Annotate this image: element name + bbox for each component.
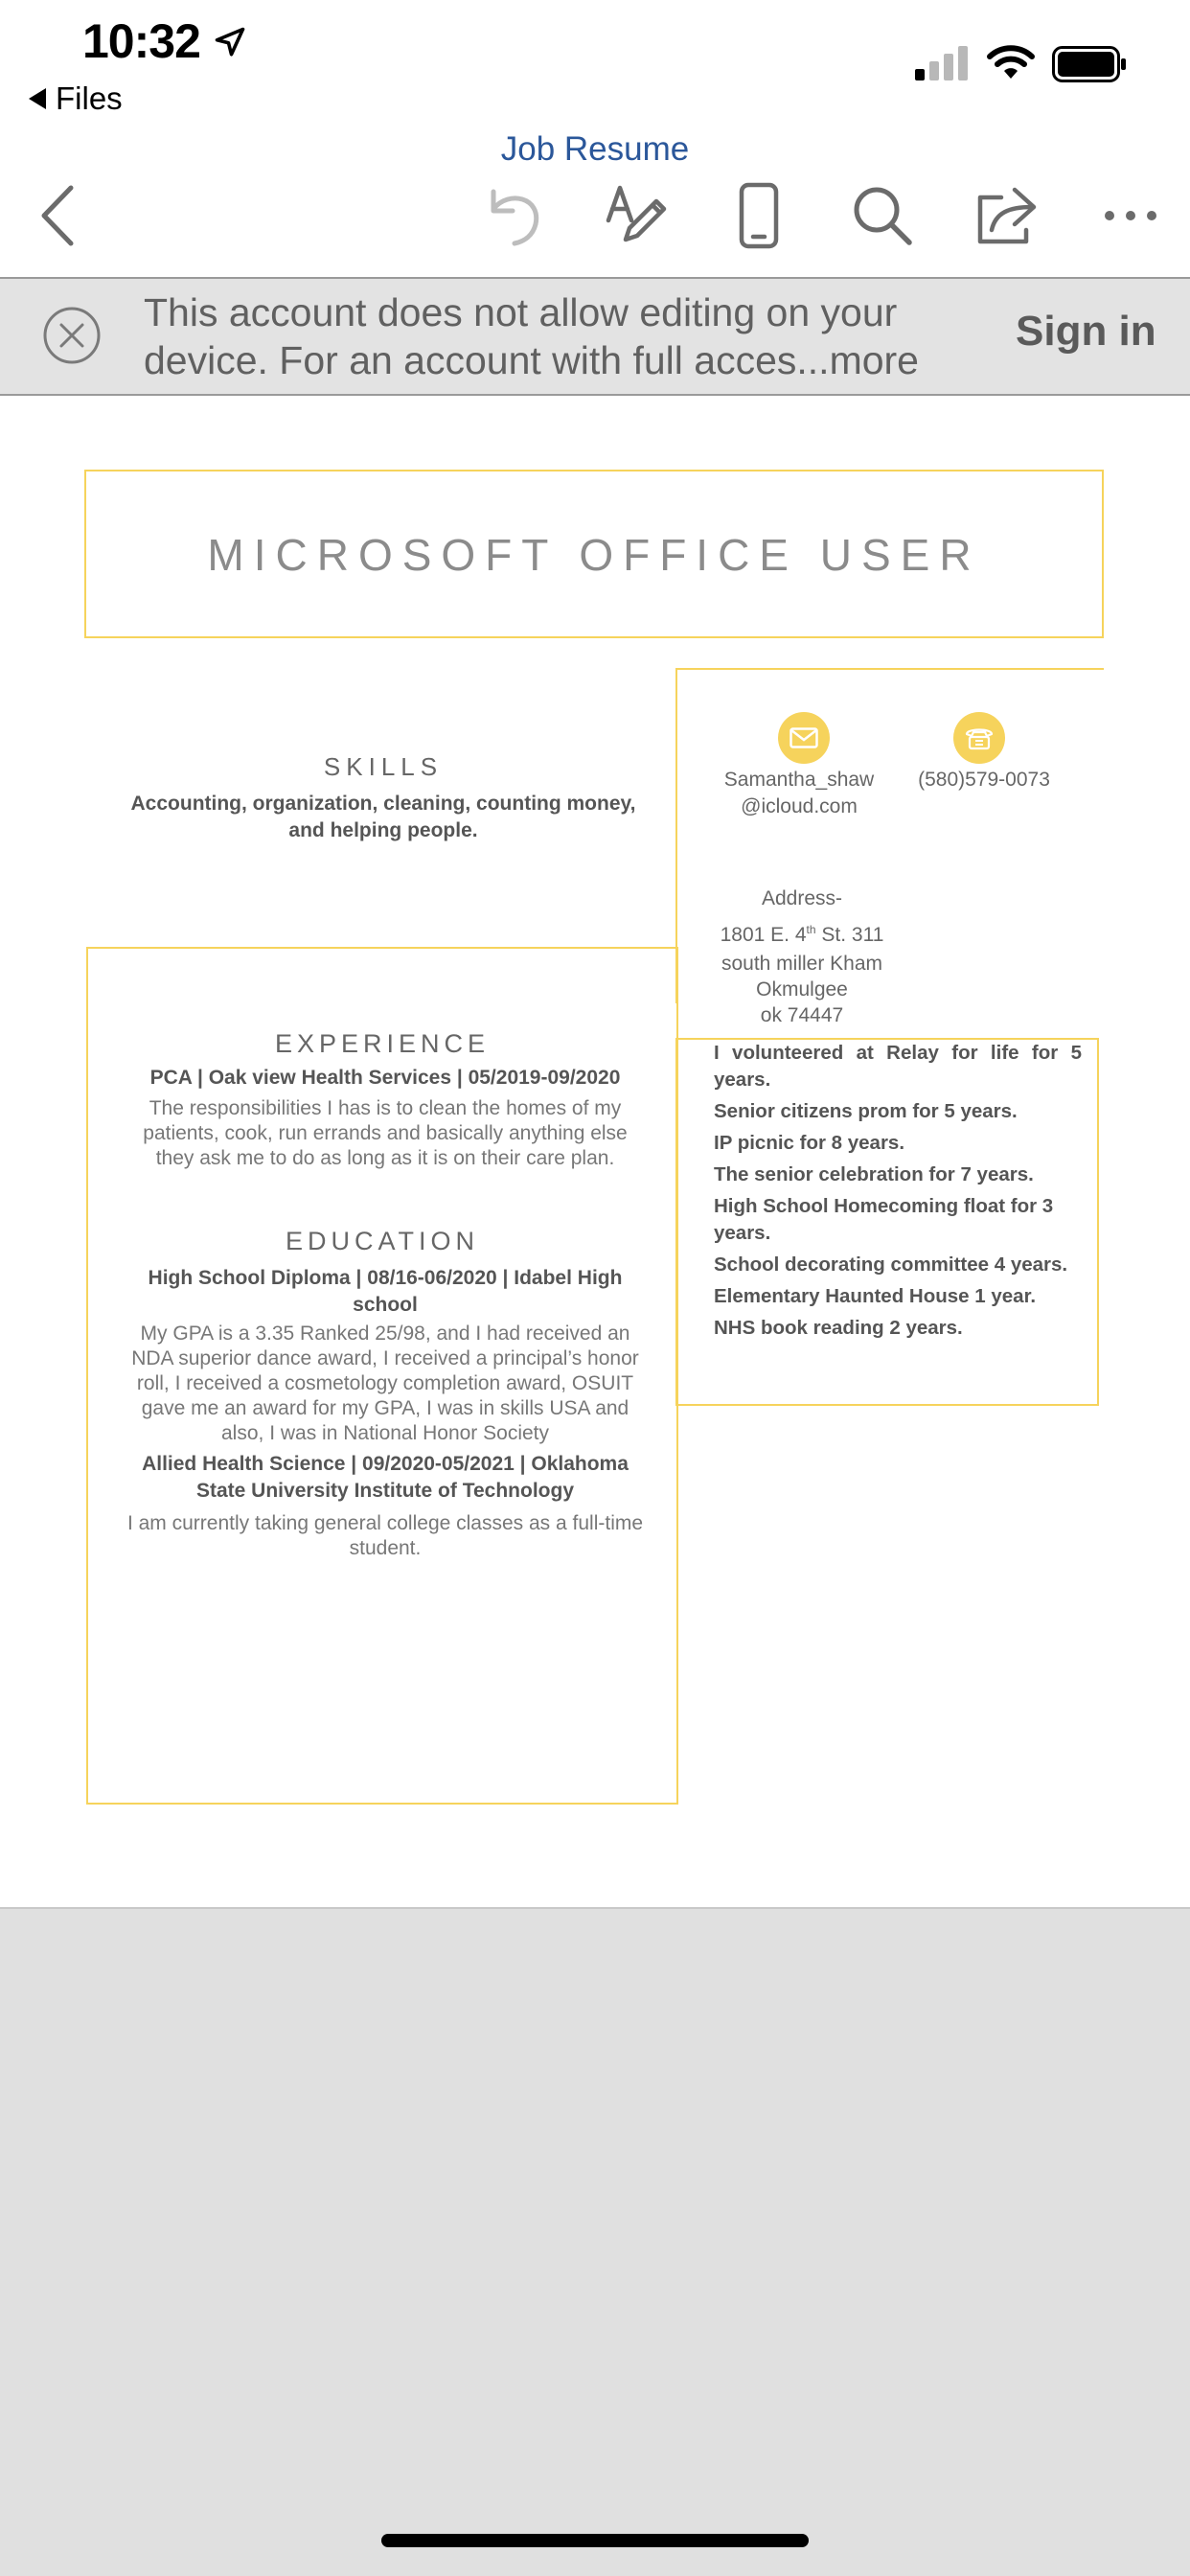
resume-name: MICROSOFT OFFICE USER: [207, 530, 981, 580]
contact-box: [675, 668, 1104, 1026]
experience-job-title: PCA | Oak view Health Services | 05/2019-09/2020: [149, 1067, 621, 1089]
battery-icon: [1052, 46, 1129, 82]
education-heading: EDUCATION: [285, 1227, 479, 1255]
email-line-2: @icloud.com: [741, 795, 858, 817]
address-line-4: ok 74447: [760, 1004, 844, 1026]
undo-button[interactable]: [475, 177, 552, 254]
email-line-1: Samantha_shaw: [723, 769, 875, 791]
wifi-icon: [987, 44, 1035, 80]
email-icon: [778, 712, 830, 764]
home-indicator[interactable]: [381, 2534, 809, 2547]
address-line-1: 1801 E. 4th St. 311: [720, 923, 884, 946]
education-entry-2-text: I am currently taking general college classes as a full-time student.: [126, 1512, 644, 1559]
banner-line-1: This account does not allow editing on your: [144, 290, 898, 334]
sign-in-button[interactable]: Sign in: [1016, 308, 1156, 355]
more-button[interactable]: [1092, 177, 1169, 254]
back-to-files-button[interactable]: [29, 80, 123, 117]
document-title: Job Resume: [500, 130, 690, 168]
phone-icon: [953, 712, 1005, 764]
draw-icon: [603, 182, 670, 249]
search-button[interactable]: [844, 177, 921, 254]
more-icon: [1102, 206, 1159, 225]
edit-restriction-banner: [0, 277, 1190, 396]
status-time: 10:32: [82, 14, 200, 68]
volunteer-item: High School Homecoming float for 3 years.: [714, 1195, 1054, 1244]
volunteer-item: NHS book reading 2 years.: [714, 1317, 963, 1339]
dismiss-banner-icon[interactable]: [42, 306, 102, 365]
share-button[interactable]: [968, 177, 1044, 254]
volunteer-item: I volunteered at Relay for life for 5 years.: [714, 1042, 1082, 1091]
back-chevron-icon: [31, 182, 88, 249]
banner-line-2: device. For an account with full acces...: [144, 338, 830, 382]
education-entry-2-title: Allied Health Science | 09/2020-05/2021 | Oklahoma State University Institute of Technology: [142, 1453, 629, 1502]
mobile-view-button[interactable]: [721, 177, 797, 254]
email-text: [708, 767, 890, 820]
volunteer-item: The senior celebration for 7 years.: [714, 1163, 1034, 1185]
cellular-signal-icon: [915, 46, 969, 80]
back-triangle-icon: [29, 88, 46, 109]
volunteer-list: [714, 1040, 1082, 1346]
experience-description: The responsibilities I has is to clean the homes of my patients, cook, run errands and basically anything else they ask me to do as long as it is on their care plan.: [143, 1097, 628, 1169]
share-icon: [973, 184, 1040, 247]
location-arrow-icon: [213, 25, 247, 59]
volunteer-item: School decorating committee 4 years.: [714, 1254, 1068, 1276]
canvas-background: [0, 1909, 1190, 2576]
volunteer-item: Senior citizens prom for 5 years.: [714, 1100, 1018, 1122]
education-entry-1-text: My GPA is a 3.35 Ranked 25/98, and I had received an NDA superior dance award, I received a principal’s honor roll, I received a cosmetology completion award, OSUIT gave me an award for my GPA, I was in skills USA and also, I was in National Honor Society: [131, 1322, 639, 1444]
skills-heading: SKILLS: [323, 752, 444, 781]
experience-heading: EXPERIENCE: [274, 1029, 491, 1058]
name-header-box: [84, 470, 1104, 638]
back-app-label: Files: [56, 80, 123, 116]
address-line-3: Okmulgee: [756, 978, 848, 1000]
phone-text: (580)579-0073: [918, 769, 1050, 791]
address-label: Address-: [761, 887, 843, 909]
address-block: [697, 884, 907, 1028]
search-icon: [851, 184, 914, 247]
skills-text: Accounting, organization, cleaning, counting money, and helping people.: [130, 793, 636, 841]
experience-education-box: [86, 947, 678, 1805]
back-button[interactable]: [21, 177, 98, 254]
volunteer-box: [675, 1038, 1099, 1406]
banner-message: [144, 288, 919, 384]
volunteer-item: Elementary Haunted House 1 year.: [714, 1285, 1037, 1307]
education-entry-1-title: High School Diploma | 08/16-06/2020 | Idabel High school: [148, 1267, 623, 1316]
undo-icon: [480, 182, 547, 249]
address-line-2: south miller Kham: [721, 953, 883, 975]
mobile-view-icon: [735, 181, 783, 250]
volunteer-item: IP picnic for 8 years.: [714, 1132, 905, 1154]
draw-button[interactable]: [598, 177, 675, 254]
banner-more-link[interactable]: more: [829, 338, 919, 382]
